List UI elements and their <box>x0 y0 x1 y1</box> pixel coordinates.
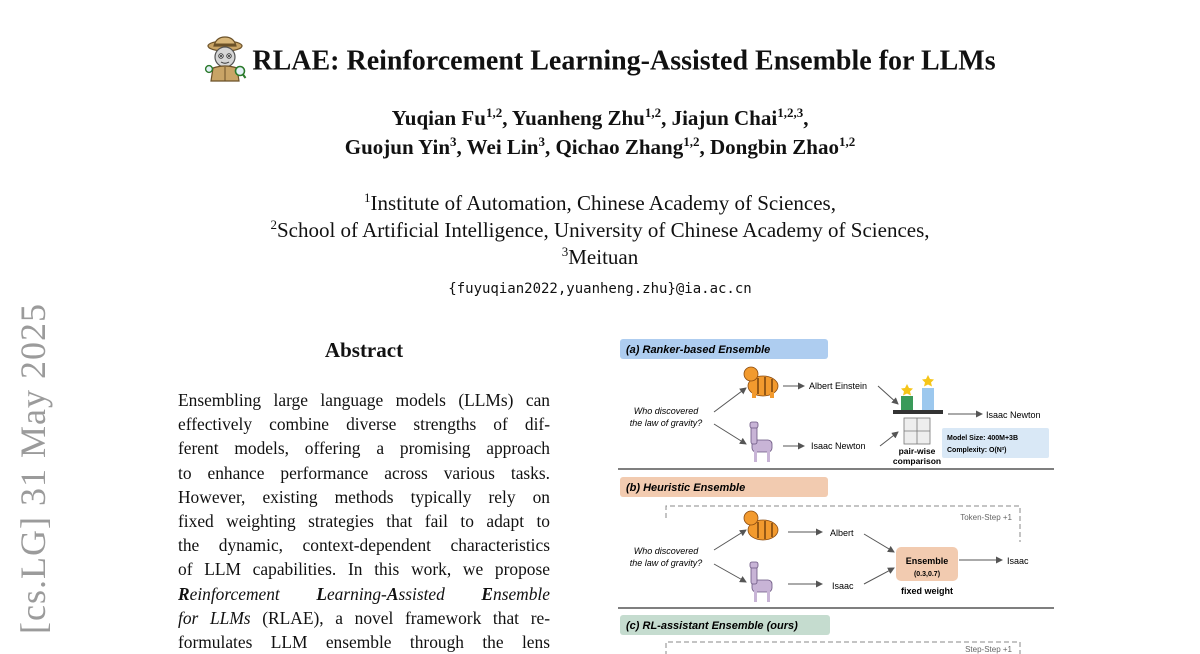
author-separator: , <box>502 106 512 130</box>
panel-a-ranker <box>620 339 1049 466</box>
paper-title-text: RLAE: Reinforcement Learning-Assisted Ensemble for LLMs <box>252 45 996 77</box>
author-affil-sup: 3 <box>538 134 545 149</box>
affil-sup: 3 <box>561 244 569 259</box>
author-separator: , <box>699 135 710 159</box>
abstract-body <box>178 388 550 654</box>
affiliation-1 <box>0 190 1200 217</box>
abstract-line: to enhance performance across various tasks. <box>178 462 550 483</box>
panel-b-question: Who discovered <box>633 546 699 556</box>
abstract-line: the dynamic, context-dependent characteristics <box>178 535 550 556</box>
panel-a-output: Isaac Newton <box>986 410 1041 420</box>
emph-text: nsemble <box>493 583 550 604</box>
llama-model-icon <box>750 422 772 462</box>
ensemble-box-caption: fixed weight <box>900 586 954 596</box>
panel-b-step: Token-Step +1 <box>960 513 1012 522</box>
affil-sup: 2 <box>270 217 277 232</box>
author-affil-sup: 1,2 <box>683 134 700 149</box>
llama-model-icon <box>750 562 772 602</box>
emph-letter: L <box>316 583 327 604</box>
affiliation-2 <box>0 217 1200 244</box>
author-name: Yuanheng Zhu <box>511 106 645 130</box>
panel-a-question: Who discovered <box>633 406 699 416</box>
abstract-line: fixed weighting strategies that fail to adapt to <box>178 511 550 532</box>
affiliation-3 <box>0 244 1200 271</box>
author-separator: , <box>803 106 809 130</box>
tiger-model-icon <box>744 511 778 540</box>
ranker-label: pair-wise <box>898 446 936 456</box>
ensemble-box-label: Ensemble <box>905 556 949 566</box>
author-name: Dongbin Zhao <box>709 135 839 159</box>
emph-letter: E <box>481 583 493 604</box>
panel-a-info: Complexity: O(N²) <box>947 447 1007 454</box>
abstract-emph-line <box>178 582 550 606</box>
detective-mascot-icon <box>204 36 246 82</box>
abstract-line: of LLM capabilities. In this work, we propose <box>178 559 550 580</box>
paper-title <box>0 40 1200 86</box>
emph-text: ssisted <box>398 583 482 604</box>
author-line-2 <box>0 133 1200 162</box>
affiliation-list <box>0 190 1200 271</box>
abstract-line: ferent models, offering a promising approach <box>178 438 550 459</box>
author-separator: , <box>456 135 467 159</box>
panel-b-heuristic <box>620 477 1029 602</box>
author-affil-sup: 1,2,3 <box>777 105 804 120</box>
panel-b-output: Isaac <box>1007 556 1029 566</box>
author-affil-sup: 3 <box>450 134 457 149</box>
author-name: Qichao Zhang <box>555 135 684 159</box>
author-name: Jiajun Chai <box>671 106 778 130</box>
abstract-line: However, existing methods typically rely on <box>178 486 550 507</box>
author-email[interactable]: {fuyuqian2022,yuanheng.zhu}@ia.ac.cn <box>448 281 752 297</box>
abstract-heading: Abstract <box>324 338 404 362</box>
author-line-1 <box>0 104 1200 133</box>
abstract-line: Ensembling large language models (LLMs) can <box>178 390 550 410</box>
abstract-line: formulates LLM ensemble through the lens <box>178 632 550 653</box>
affil-text: Institute of Automation, Chinese Academy of Sciences, <box>370 191 836 215</box>
figure-ensemble-comparison <box>618 336 1054 654</box>
author-list <box>0 104 1200 162</box>
abstract-line: for LLMs (RLAE), a novel framework that re- <box>178 607 550 628</box>
author-separator: , <box>661 106 672 130</box>
panel-c-rl-assistant <box>620 615 1020 654</box>
panel-b-answer-top: Albert <box>830 528 854 538</box>
abstract-italic-fragment: for LLMs <box>178 607 251 628</box>
emph-letter: A <box>386 583 399 604</box>
panel-a-label: (a) Ranker-based Ensemble <box>626 344 771 356</box>
author-name: Wei Lin <box>466 135 539 159</box>
author-name: Guojun Yin <box>344 135 451 159</box>
author-affil-sup: 1,2 <box>838 134 856 149</box>
affil-text: School of Artificial Intelligence, University of Chinese Academy of Sciences, <box>276 218 930 242</box>
arxiv-sidebar-stamp <box>13 303 76 648</box>
ranker-label: comparison <box>892 456 942 466</box>
panel-b-question: the law of gravity? <box>629 558 703 568</box>
ensemble-box-weights: (0.3,0.7) <box>913 571 941 578</box>
author-name: Yuqian Fu <box>391 106 486 130</box>
emph-text: earning- <box>326 583 387 604</box>
panel-b-label: (b) Heuristic Ensemble <box>626 482 746 494</box>
abstract-line: effectively combine diverse strengths of dif- <box>178 414 550 435</box>
panel-a-answer-bottom: Isaac Newton <box>811 441 866 451</box>
tiger-model-icon <box>744 367 778 398</box>
panel-c-label: (c) RL-assistant Ensemble (ours) <box>626 620 798 632</box>
author-affil-sup: 1,2 <box>644 105 662 120</box>
panel-a-answer-top: Albert Einstein <box>809 381 868 391</box>
panel-a-question: the law of gravity? <box>629 418 703 428</box>
pairwise-matrix-icon <box>904 418 930 444</box>
panel-a-info: Model Size: 400M+3B <box>947 435 1018 442</box>
affil-sup: 1 <box>364 190 371 205</box>
panel-b-answer-bottom: Isaac <box>832 581 854 591</box>
author-separator: , <box>544 135 556 159</box>
author-affil-sup: 1,2 <box>485 105 503 120</box>
emph-text: einforcement <box>189 583 317 604</box>
affil-text: Meituan <box>568 245 639 269</box>
ranker-podium-icon <box>893 375 943 414</box>
panel-c-step: Step-Step +1 <box>965 645 1012 654</box>
emph-letter: R <box>178 583 190 604</box>
arxiv-id-text: [cs.LG] 31 May 2025 <box>13 303 53 634</box>
